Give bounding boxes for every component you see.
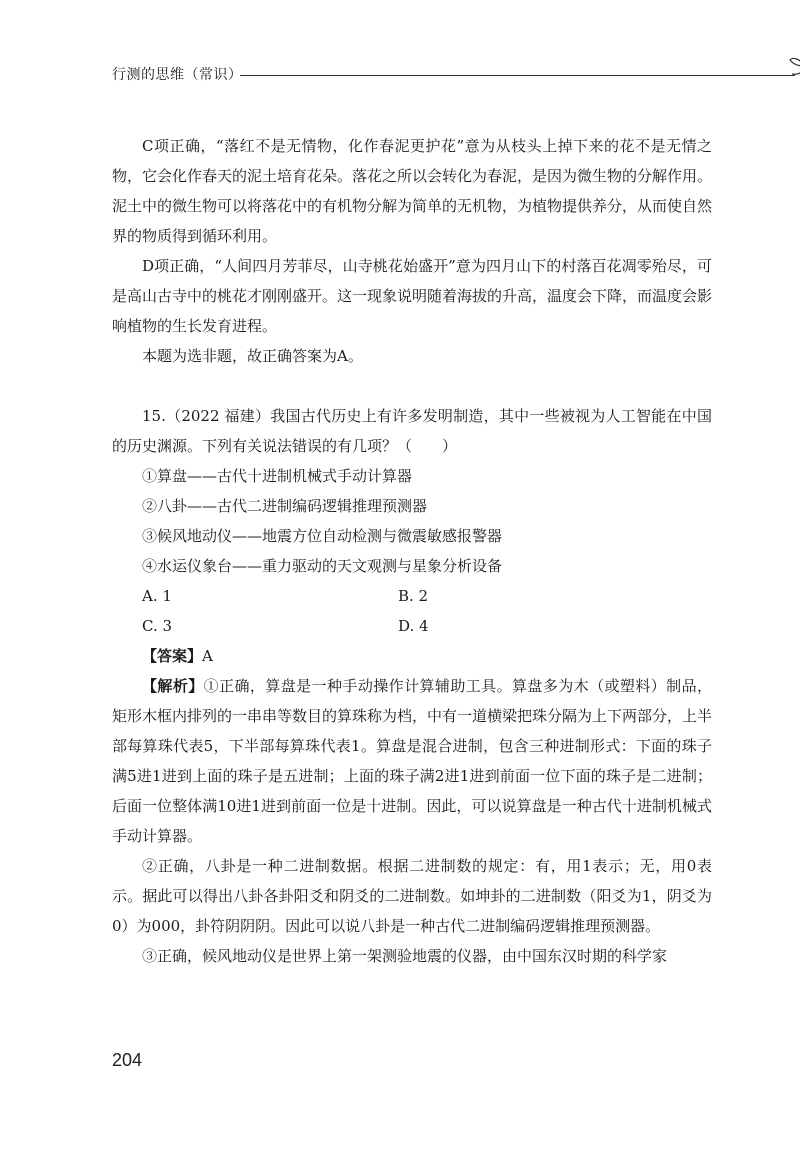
running-header (112, 60, 712, 88)
paragraph-d-item: D项正确，“人间四月芳菲尽，山寺桃花始盛开”意为四月山下的村落百花凋零殆尽，可是高山古寺中的桃花才刚刚盛开。这一现象说明随着海拔的升高，温度会下降，而温度会影响植物的生长发育进程。 (112, 257, 713, 335)
analysis-paragraph-1 (112, 671, 712, 851)
paragraph-c-item: C项正确，“落红不是无情物，化作春泥更护花”意为从枝头上掉下来的花不是无情之物，它会化作春天的泥土培育花朵。落花之所以会转化为春泥，是因为微生物的分解作用。泥土中的微生物可以将落花中的有机物分解为简单的无机物，为植物提供养分，从而使自然界的物质得到循环利用。 (112, 137, 713, 245)
choice-b: B. 2 (398, 587, 429, 605)
answer-label: 【答案】 (142, 647, 203, 665)
sprout-icon (788, 48, 800, 82)
analysis-paragraph-2: ②正确，八卦是一种二进制数据。根据二进制数的规定：有，用1表示；无，用0表示。据此可以得出八卦各卦阳爻和阴爻的二进制数。如坤卦的二进制数（阳爻为1，阴爻为0）为000，卦符阴阴阴。因此可以说八卦是一种古代二进制编码逻辑推理预测器。 (112, 857, 712, 935)
choice-d: D. 4 (398, 617, 429, 635)
answer-choices (112, 581, 712, 641)
page-number: 204 (112, 1050, 143, 1070)
choice-c: C. 3 (142, 617, 173, 635)
header-title: 行测的思维（常识） (112, 67, 243, 83)
header-rule (240, 75, 795, 76)
statement-3: ③候风地动仪——地震方位自动检测与微震敏感报警器 (142, 527, 503, 545)
analysis-label: 【解析】 (142, 677, 204, 695)
paragraph-conclusion: 本题为选非题，故正确答案为A。 (142, 347, 363, 365)
question-stem: 15.（2022 福建）我国古代历史上有许多发明制造，其中一些被视为人工智能在中国的历史渊源。下列有关说法错误的有几项？（ ） (112, 407, 712, 455)
choice-a: A. 1 (142, 587, 172, 605)
statement-1: ①算盘——古代十进制机械式手动计算器 (142, 467, 413, 485)
answer-line (112, 641, 712, 671)
analysis-paragraph-3: ③正确，候风地动仪是世界上第一架测验地震的仪器，由中国东汉时期的科学家 (142, 947, 668, 965)
statement-4: ④水运仪象台——重力驱动的天文观测与星象分析设备 (142, 557, 503, 575)
page-body (112, 131, 712, 971)
section-gap (112, 371, 712, 401)
statement-2: ②八卦——古代二进制编码逻辑推理预测器 (142, 497, 428, 515)
answer-value: A (202, 647, 213, 665)
analysis-text-1: ①正确，算盘是一种手动操作计算辅助工具。算盘多为木（或塑料）制品，矩形木框内排列的一串串等数目的算珠称为档，中有一道横梁把珠分隔为上下两部分，上半部每算珠代表5，下半部每算珠代表1。算盘是混合进制，包含三种进制形式：下面的珠子满5进1进到上面的珠子是五进制；上面的珠子满2进1进到前面一位下面的珠子是二进制；后面一位整体满10进1进到前面一位是十进制。因此，可以说算盘是一种古代十进制机械式手动计算器。 (112, 677, 713, 845)
